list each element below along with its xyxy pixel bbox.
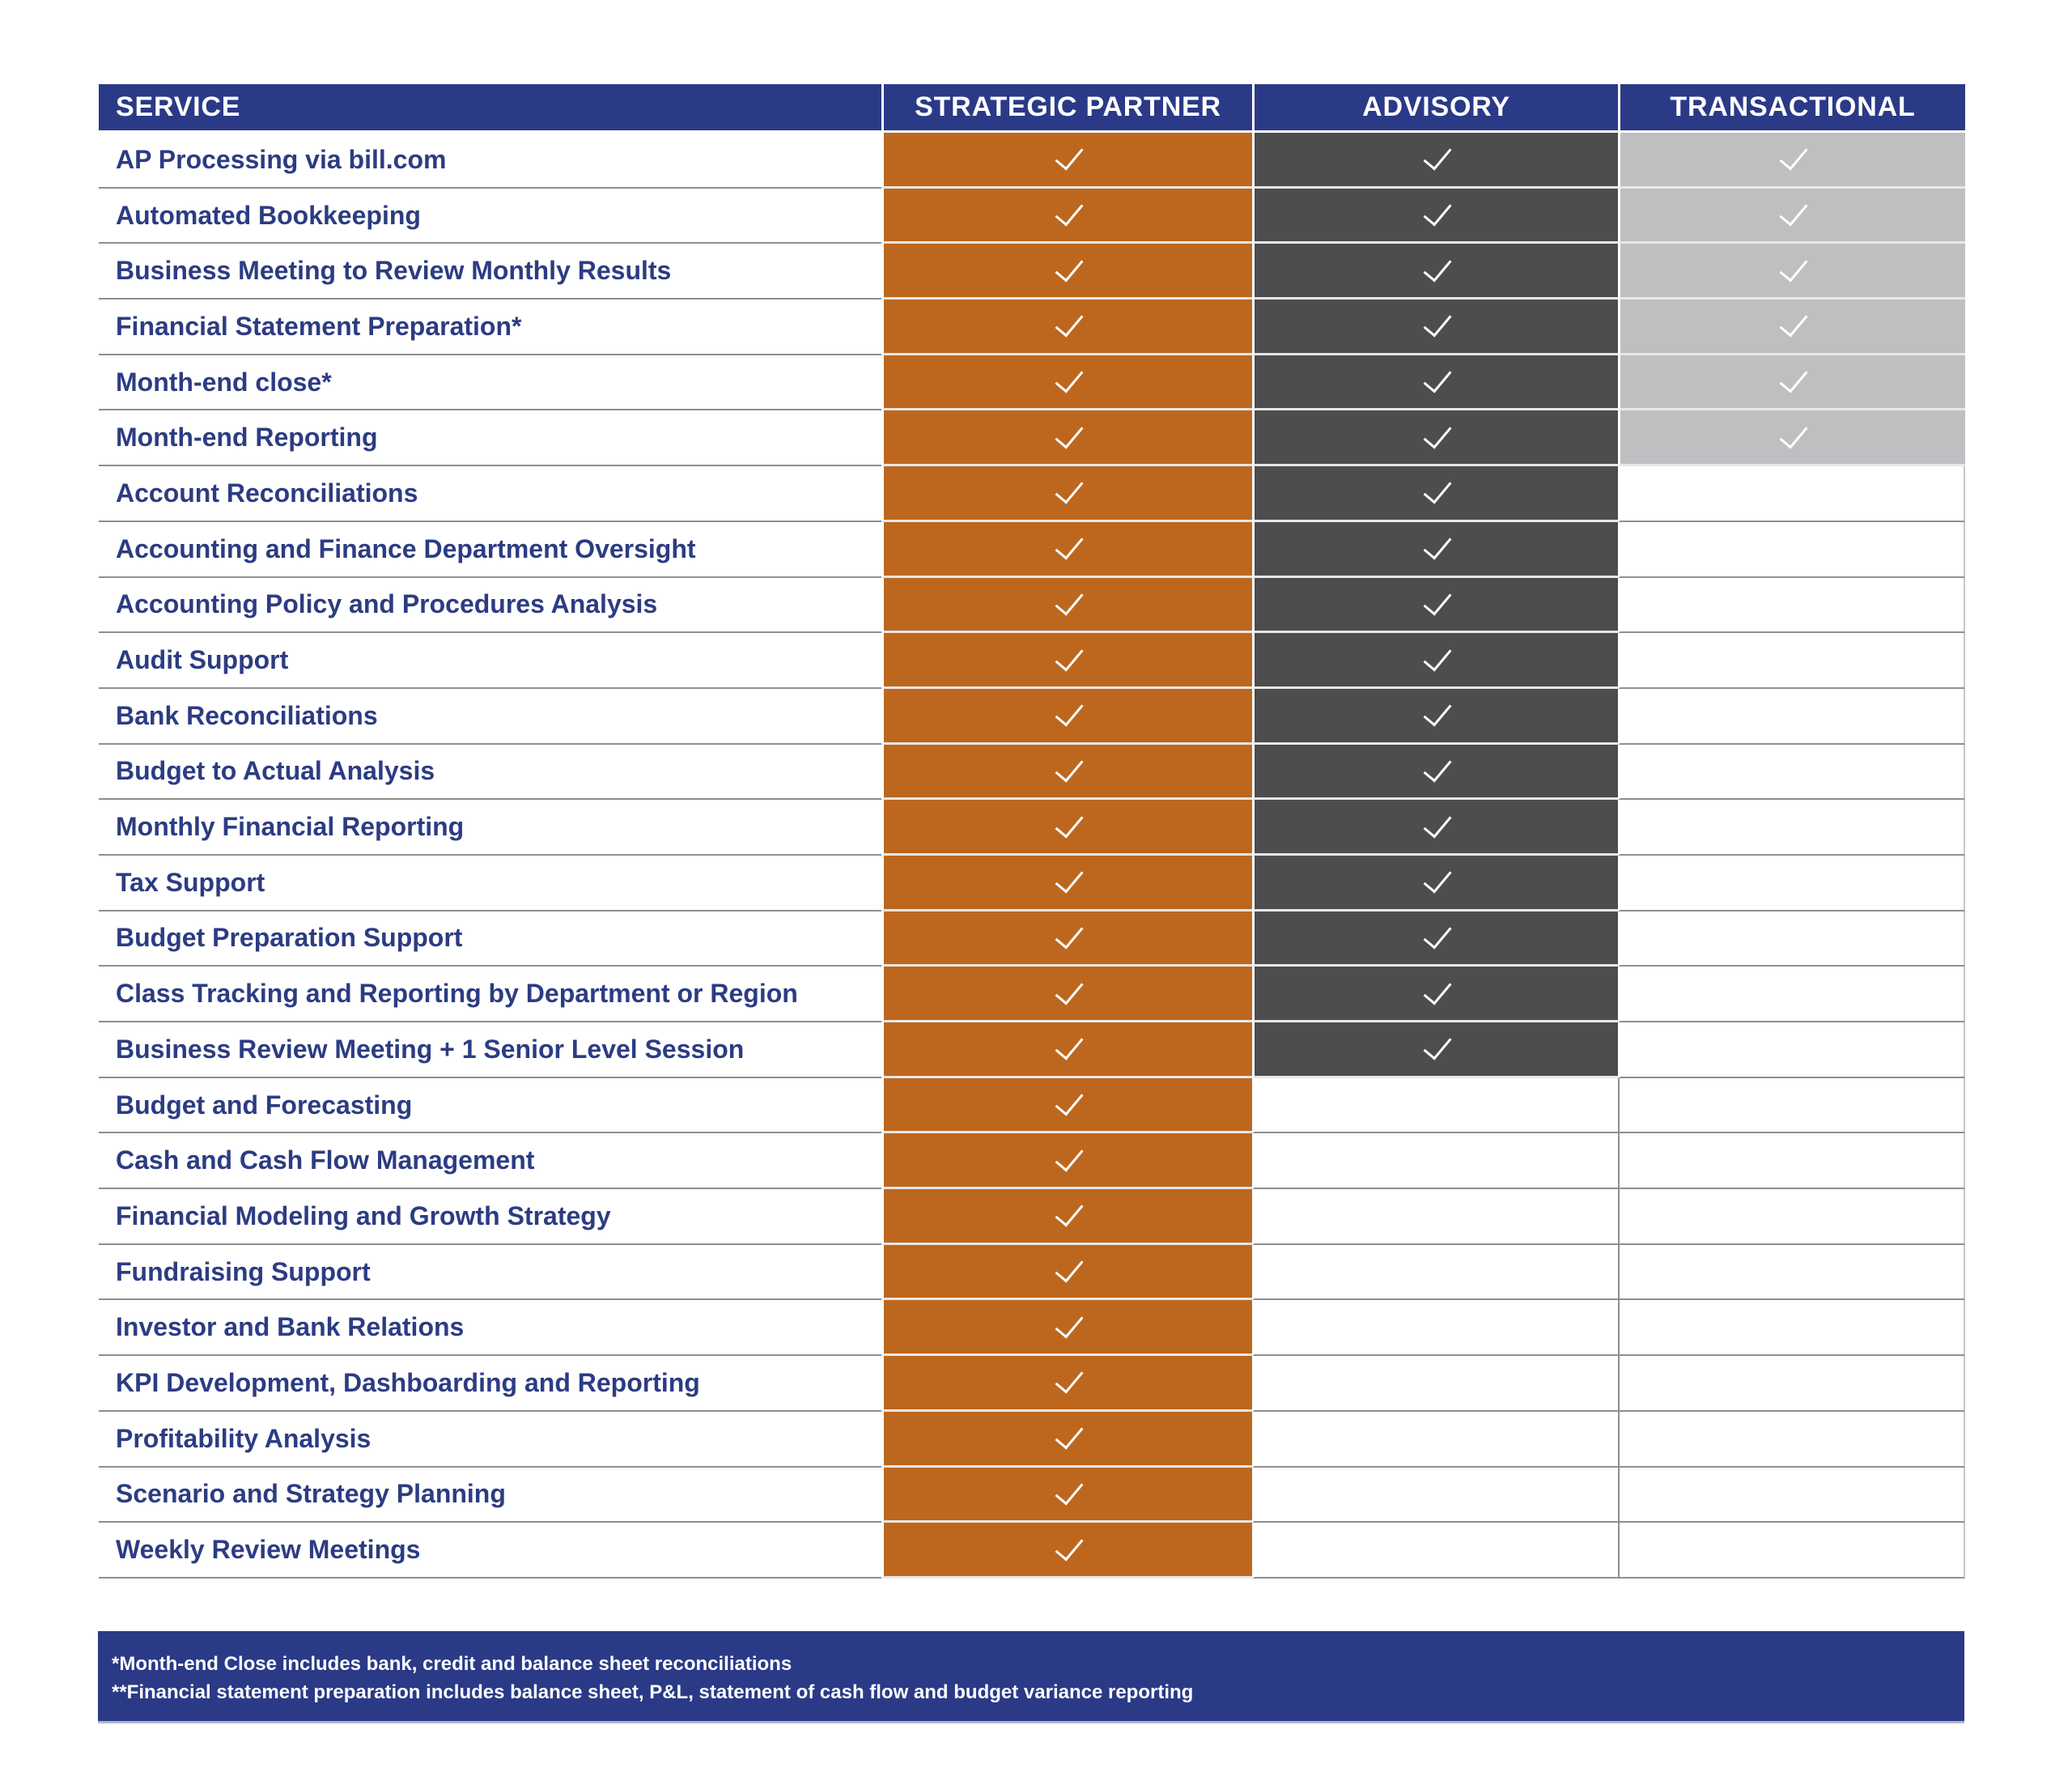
service-name: Month-end close*: [99, 355, 881, 411]
advisory-cell: [1252, 1133, 1618, 1189]
advisory-cell: [1252, 578, 1618, 634]
advisory-cell: [1252, 1356, 1618, 1412]
table-row: [99, 133, 1965, 189]
service-name: Accounting Policy and Procedures Analysis: [99, 578, 881, 634]
strategic-cell: [881, 466, 1252, 522]
advisory-cell: [1252, 1078, 1618, 1134]
service-name: Budget Preparation Support: [99, 911, 881, 967]
advisory-cell: [1252, 800, 1618, 856]
transactional-cell: [1618, 1133, 1965, 1189]
table-row: [99, 300, 1965, 355]
check-icon: [1423, 641, 1451, 671]
service-name: Fundraising Support: [99, 1245, 881, 1301]
table-row: [99, 1523, 1965, 1579]
table-row: [99, 1356, 1965, 1412]
advisory-cell: [1252, 244, 1618, 300]
advisory-cell: [1252, 911, 1618, 967]
check-icon: [1055, 1420, 1083, 1450]
transactional-cell: [1618, 745, 1965, 801]
table-row: [99, 1022, 1965, 1078]
check-icon: [1055, 1086, 1083, 1116]
check-icon: [1055, 753, 1083, 783]
advisory-cell: [1252, 410, 1618, 466]
strategic-cell: [881, 522, 1252, 578]
advisory-cell: [1252, 133, 1618, 189]
check-icon: [1055, 419, 1083, 449]
advisory-cell: [1252, 1245, 1618, 1301]
transactional-cell: [1618, 1300, 1965, 1356]
check-icon: [1055, 808, 1083, 838]
advisory-cell: [1252, 1468, 1618, 1523]
column-header-service: SERVICE: [99, 84, 881, 133]
check-icon: [1423, 252, 1451, 282]
transactional-cell: [1618, 1468, 1965, 1523]
check-icon: [1780, 252, 1808, 282]
transactional-cell: [1618, 466, 1965, 522]
check-icon: [1423, 697, 1451, 727]
advisory-cell: [1252, 967, 1618, 1022]
strategic-cell: [881, 967, 1252, 1022]
service-name: Audit Support: [99, 633, 881, 689]
table-row: [99, 189, 1965, 244]
strategic-cell: [881, 189, 1252, 244]
transactional-cell: [1618, 522, 1965, 578]
table-row: [99, 1189, 1965, 1245]
transactional-cell: [1618, 189, 1965, 244]
check-icon: [1055, 697, 1083, 727]
service-name: Budget to Actual Analysis: [99, 745, 881, 801]
check-icon: [1055, 308, 1083, 338]
table-row: [99, 1133, 1965, 1189]
transactional-cell: [1618, 410, 1965, 466]
check-icon: [1423, 975, 1451, 1005]
strategic-cell: [881, 689, 1252, 745]
advisory-cell: [1252, 856, 1618, 911]
check-icon: [1423, 197, 1451, 227]
check-icon: [1780, 308, 1808, 338]
strategic-cell: [881, 1523, 1252, 1579]
check-icon: [1423, 308, 1451, 338]
table-row: [99, 1412, 1965, 1468]
advisory-cell: [1252, 355, 1618, 411]
strategic-cell: [881, 911, 1252, 967]
transactional-cell: [1618, 1412, 1965, 1468]
transactional-cell: [1618, 800, 1965, 856]
advisory-cell: [1252, 189, 1618, 244]
table-row: [99, 745, 1965, 801]
check-icon: [1423, 474, 1451, 504]
strategic-cell: [881, 1022, 1252, 1078]
advisory-cell: [1252, 1412, 1618, 1468]
transactional-cell: [1618, 300, 1965, 355]
service-name: Class Tracking and Reporting by Department or Region: [99, 967, 881, 1022]
transactional-cell: [1618, 133, 1965, 189]
service-name: Accounting and Finance Department Oversight: [99, 522, 881, 578]
strategic-cell: [881, 1300, 1252, 1356]
table-row: [99, 1078, 1965, 1134]
service-name: Monthly Financial Reporting: [99, 800, 881, 856]
column-header-advisory: ADVISORY: [1252, 84, 1618, 133]
service-name: Weekly Review Meetings: [99, 1523, 881, 1579]
transactional-cell: [1618, 1523, 1965, 1579]
check-icon: [1055, 197, 1083, 227]
service-name: Tax Support: [99, 856, 881, 911]
transactional-cell: [1618, 578, 1965, 634]
check-icon: [1780, 197, 1808, 227]
table-row: [99, 856, 1965, 911]
advisory-cell: [1252, 689, 1618, 745]
check-icon: [1780, 363, 1808, 393]
table-row: [99, 578, 1965, 634]
table-row: [99, 633, 1965, 689]
column-header-transactional: TRANSACTIONAL: [1618, 84, 1965, 133]
footnote-line-2: **Financial statement preparation includes balance sheet, P&L, statement of cash flow and budget variance reporting: [112, 1681, 1194, 1703]
check-icon: [1423, 808, 1451, 838]
footnotes-bar: [98, 1631, 1964, 1721]
table-body: [99, 133, 1965, 1579]
check-icon: [1423, 1030, 1451, 1060]
check-icon: [1780, 141, 1808, 171]
table-row: [99, 800, 1965, 856]
service-name: Automated Bookkeeping: [99, 189, 881, 244]
service-name: Cash and Cash Flow Management: [99, 1133, 881, 1189]
check-icon: [1780, 419, 1808, 449]
table-row: [99, 355, 1965, 411]
services-comparison-table: [99, 84, 1965, 1579]
service-name: Business Review Meeting + 1 Senior Level Session: [99, 1022, 881, 1078]
strategic-cell: [881, 745, 1252, 801]
service-name: Business Meeting to Review Monthly Results: [99, 244, 881, 300]
service-name: Bank Reconciliations: [99, 689, 881, 745]
check-icon: [1055, 141, 1083, 171]
transactional-cell: [1618, 633, 1965, 689]
strategic-cell: [881, 800, 1252, 856]
check-icon: [1055, 1364, 1083, 1394]
transactional-cell: [1618, 967, 1965, 1022]
check-icon: [1055, 586, 1083, 616]
check-icon: [1423, 363, 1451, 393]
check-icon: [1055, 975, 1083, 1005]
table-row: [99, 1245, 1965, 1301]
table-row: [99, 466, 1965, 522]
service-name: Account Reconciliations: [99, 466, 881, 522]
check-icon: [1055, 1030, 1083, 1060]
table-row: [99, 244, 1965, 300]
check-icon: [1055, 920, 1083, 950]
advisory-cell: [1252, 1189, 1618, 1245]
strategic-cell: [881, 244, 1252, 300]
check-icon: [1423, 864, 1451, 894]
transactional-cell: [1618, 1245, 1965, 1301]
check-icon: [1055, 1476, 1083, 1506]
check-icon: [1423, 419, 1451, 449]
table-row: [99, 1300, 1965, 1356]
advisory-cell: [1252, 466, 1618, 522]
strategic-cell: [881, 1468, 1252, 1523]
strategic-cell: [881, 1189, 1252, 1245]
check-icon: [1055, 1531, 1083, 1561]
transactional-cell: [1618, 355, 1965, 411]
transactional-cell: [1618, 1356, 1965, 1412]
check-icon: [1423, 920, 1451, 950]
check-icon: [1055, 641, 1083, 671]
strategic-cell: [881, 856, 1252, 911]
transactional-cell: [1618, 244, 1965, 300]
transactional-cell: [1618, 911, 1965, 967]
strategic-cell: [881, 633, 1252, 689]
advisory-cell: [1252, 522, 1618, 578]
footnote-line-1: *Month-end Close includes bank, credit and balance sheet reconciliations: [112, 1652, 792, 1675]
advisory-cell: [1252, 1523, 1618, 1579]
service-name: Investor and Bank Relations: [99, 1300, 881, 1356]
table-row: [99, 689, 1965, 745]
table-row: [99, 410, 1965, 466]
transactional-cell: [1618, 1078, 1965, 1134]
service-name: Financial Modeling and Growth Strategy: [99, 1189, 881, 1245]
transactional-cell: [1618, 1189, 1965, 1245]
service-name: AP Processing via bill.com: [99, 133, 881, 189]
transactional-cell: [1618, 1022, 1965, 1078]
strategic-cell: [881, 355, 1252, 411]
strategic-cell: [881, 1245, 1252, 1301]
transactional-cell: [1618, 856, 1965, 911]
check-icon: [1423, 530, 1451, 560]
strategic-cell: [881, 1078, 1252, 1134]
check-icon: [1423, 586, 1451, 616]
check-icon: [1055, 252, 1083, 282]
table-row: [99, 522, 1965, 578]
strategic-cell: [881, 1356, 1252, 1412]
check-icon: [1055, 530, 1083, 560]
table-row: [99, 967, 1965, 1022]
check-icon: [1055, 1141, 1083, 1171]
service-name: Scenario and Strategy Planning: [99, 1468, 881, 1523]
check-icon: [1055, 864, 1083, 894]
strategic-cell: [881, 578, 1252, 634]
strategic-cell: [881, 133, 1252, 189]
advisory-cell: [1252, 1022, 1618, 1078]
check-icon: [1055, 1197, 1083, 1227]
advisory-cell: [1252, 745, 1618, 801]
strategic-cell: [881, 300, 1252, 355]
service-name: Month-end Reporting: [99, 410, 881, 466]
advisory-cell: [1252, 633, 1618, 689]
service-name: Budget and Forecasting: [99, 1078, 881, 1134]
strategic-cell: [881, 1412, 1252, 1468]
check-icon: [1055, 474, 1083, 504]
transactional-cell: [1618, 689, 1965, 745]
advisory-cell: [1252, 1300, 1618, 1356]
service-name: Profitability Analysis: [99, 1412, 881, 1468]
table-row: [99, 1468, 1965, 1523]
strategic-cell: [881, 410, 1252, 466]
table-row: [99, 911, 1965, 967]
check-icon: [1423, 141, 1451, 171]
check-icon: [1055, 1253, 1083, 1283]
strategic-cell: [881, 1133, 1252, 1189]
check-icon: [1055, 363, 1083, 393]
advisory-cell: [1252, 300, 1618, 355]
check-icon: [1055, 1309, 1083, 1339]
service-name: KPI Development, Dashboarding and Reporting: [99, 1356, 881, 1412]
service-name: Financial Statement Preparation*: [99, 300, 881, 355]
check-icon: [1423, 753, 1451, 783]
table-header-row: [99, 84, 1965, 133]
column-header-strategic-partner: STRATEGIC PARTNER: [881, 84, 1252, 133]
